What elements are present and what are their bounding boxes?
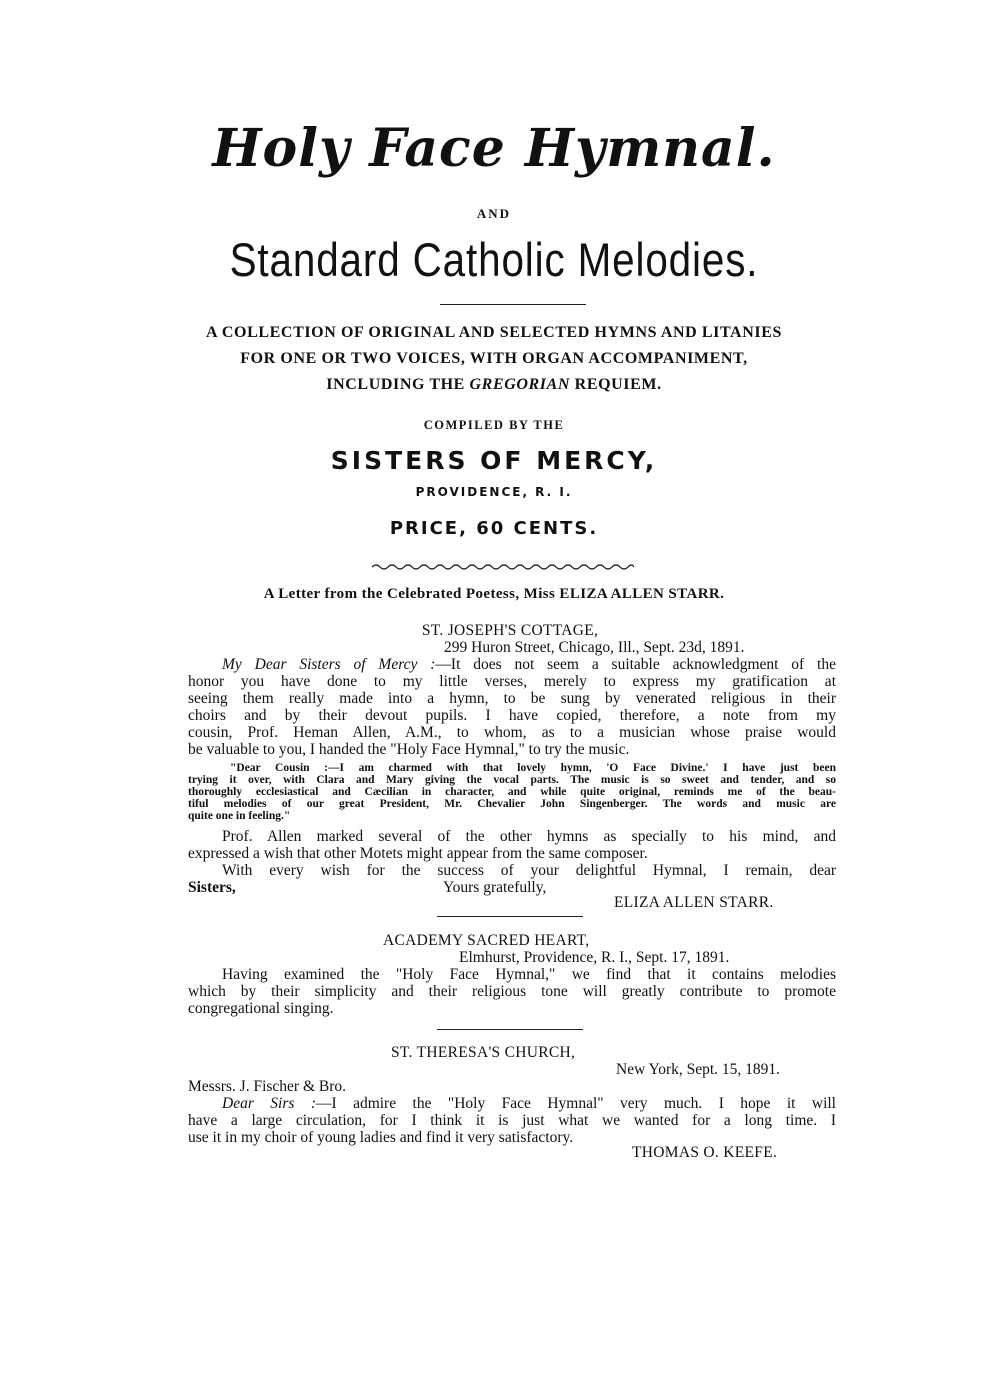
collection-description xyxy=(0,320,988,398)
description-line: A COLLECTION OF ORIGINAL AND SELECTED HYMNS AND LITANIES xyxy=(206,324,782,341)
letter1-line: be valuable to you, I handed the "Holy Face Hymnal," to try the music. xyxy=(188,741,630,758)
letter1-line: With every wish for the success of your delightful Hymnal, I remain, dear xyxy=(222,862,836,879)
quote-line: trying it over, with Clara and Mary giving the vocal parts. The music is so sweet and tender, and so xyxy=(188,774,836,786)
quote-line: quite one in feeling." xyxy=(188,810,291,822)
wavy-divider xyxy=(372,562,634,572)
description-line: INCLUDING THE GREGORIAN REQUIEM. xyxy=(326,376,662,393)
description-line: FOR ONE OR TWO VOICES, WITH ORGAN ACCOMPANIMENT, xyxy=(240,350,748,367)
divider xyxy=(437,916,583,917)
and-connector: AND xyxy=(476,206,512,221)
letter-heading: A Letter from the Celebrated Poetess, Miss ELIZA ALLEN STARR. xyxy=(263,586,725,602)
letter3-line: Dear Sirs :—I admire the "Holy Face Hymnal" very much. I hope it will xyxy=(222,1095,836,1112)
letter1-line: expressed a wish that other Motets might appear from the same composer. xyxy=(188,845,648,862)
letter3-line: have a large circulation, for I think it is just what we wanted for a long time. I xyxy=(188,1112,836,1129)
letter1-place: ST. JOSEPH'S COTTAGE, xyxy=(421,622,599,639)
letter1-closing: Yours gratefully, xyxy=(443,879,547,896)
publisher-location: PROVIDENCE, R. I. xyxy=(415,485,573,499)
compiled-by: COMPILED BY THE xyxy=(423,418,565,432)
letter1-line: My Dear Sisters of Mercy :—It does not seem a suitable acknowledgment of the xyxy=(222,656,836,673)
hymnal-subtitle: Standard Catholic Melodies. xyxy=(229,233,759,286)
divider xyxy=(437,1029,583,1030)
letter2-line: which by their simplicity and their religious tone will greatly contribute to promote xyxy=(188,983,836,1000)
letter2-address: Elmhurst, Providence, R. I., Sept. 17, 1891. xyxy=(459,949,730,966)
letter1-line: Prof. Allen marked several of the other hymns as specially to his mind, and xyxy=(222,828,836,845)
letter2-line: Having examined the "Holy Face Hymnal," we find that it contains melodies xyxy=(222,966,836,983)
letter3-line: use it in my choir of young ladies and find it very satisfactory. xyxy=(188,1129,574,1146)
letter3-place: ST. THERESA'S CHURCH, xyxy=(391,1044,576,1061)
letter2-place: ACADEMY SACRED HEART, xyxy=(383,932,590,949)
letter3-signature: THOMAS O. KEEFE. xyxy=(632,1144,778,1161)
letter1-address: 299 Huron Street, Chicago, Ill., Sept. 23d, 1891. xyxy=(444,639,745,656)
publisher-name: SISTERS OF MERCY, xyxy=(330,446,658,475)
hymnal-title: Holy Face Hymnal. xyxy=(212,118,776,179)
quote-line: tiful melodies of our great President, Mr. Chevalier John Singenberger. The words and music are xyxy=(188,798,836,810)
letter1-line: honor you have done to my little verses, merely to express my gratification at xyxy=(188,673,836,690)
quote-line: thoroughly ecclesiastical and Cæcilian in character, and while quite original, reminds me of the beau- xyxy=(188,786,836,798)
letter3-addressee: Messrs. J. Fischer & Bro. xyxy=(188,1078,347,1095)
letter1-sisters: Sisters, xyxy=(188,879,236,896)
letter1-line: seeing them really made into a hymn, to be sung by venerated religious in their xyxy=(188,690,836,707)
letter1-line: cousin, Prof. Heman Allen, A.M., to whom, as to a musician whose praise would xyxy=(188,724,836,741)
price: PRICE, 60 CENTS. xyxy=(389,518,599,539)
letter2-line: congregational singing. xyxy=(188,1000,334,1017)
letter1-signature: ELIZA ALLEN STARR. xyxy=(614,894,774,911)
quote-line: "Dear Cousin :—I am charmed with that lovely hymn, 'O Face Divine.' I have just been xyxy=(230,762,836,774)
letter3-address: New York, Sept. 15, 1891. xyxy=(616,1061,781,1078)
letter1-line: choirs and by their devout pupils. I have copied, therefore, a note from my xyxy=(188,707,836,724)
divider xyxy=(440,304,586,305)
